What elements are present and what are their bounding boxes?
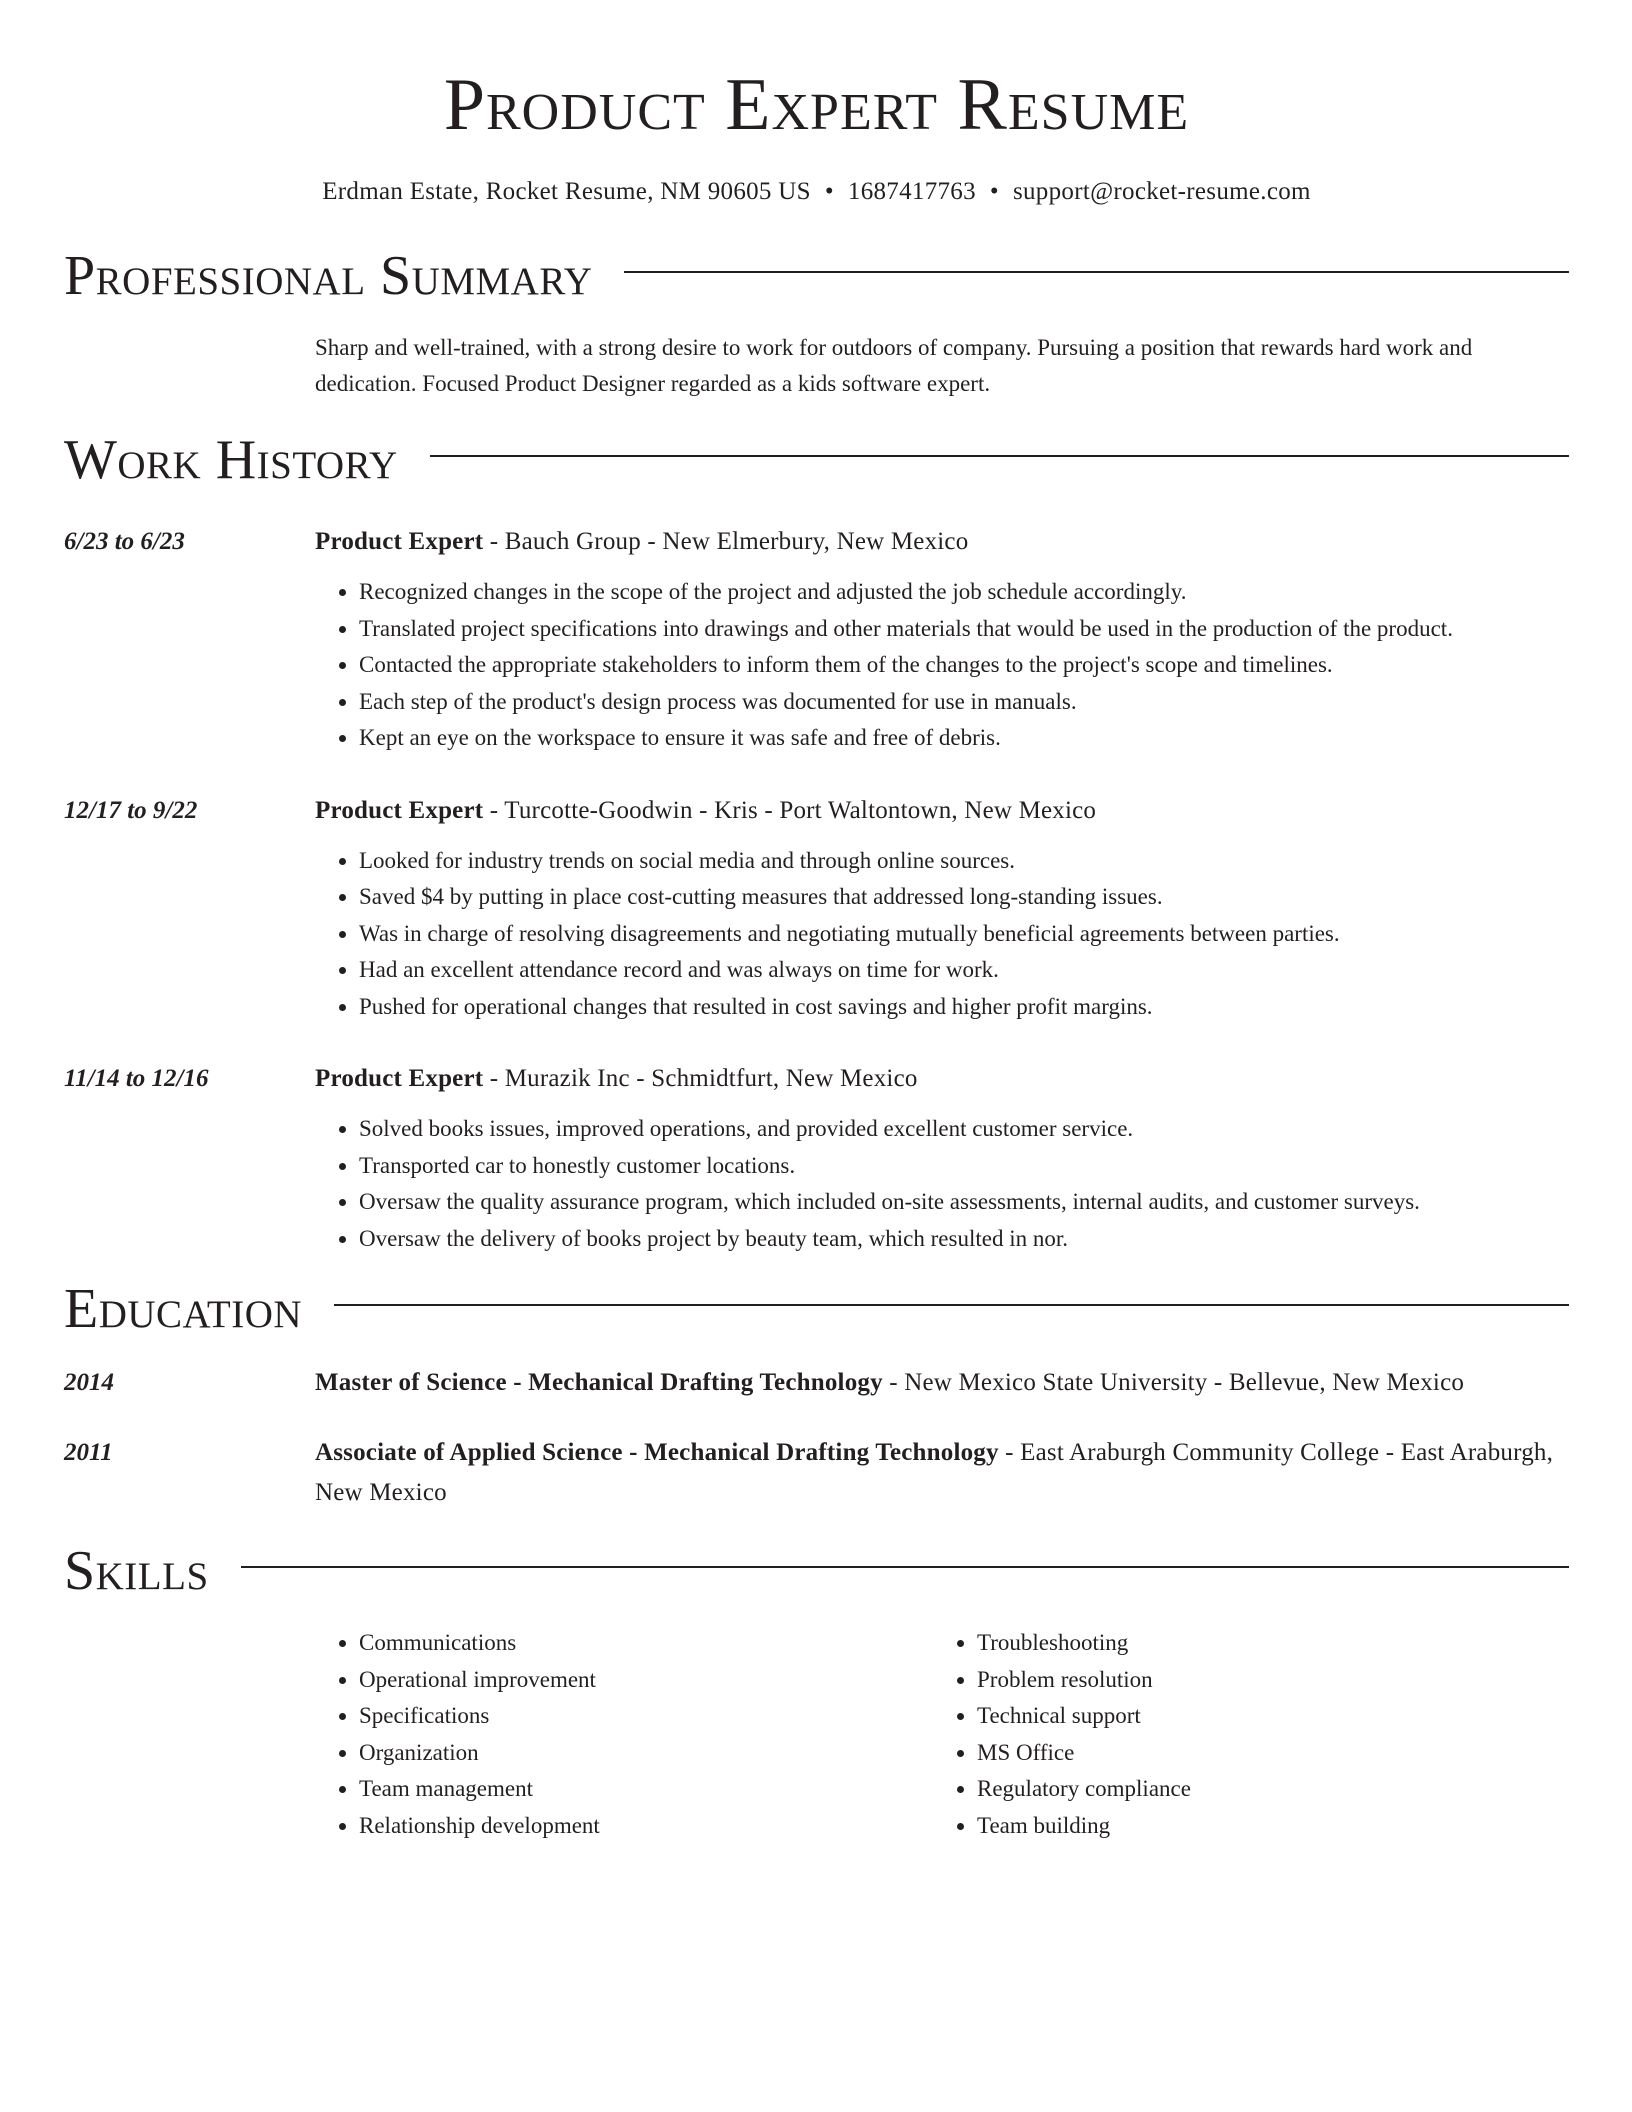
education-entry xyxy=(64,1363,1569,1403)
work-section-header xyxy=(64,428,1569,492)
job-bullets xyxy=(315,1111,1569,1257)
education-section-header xyxy=(64,1277,1569,1341)
education-degree: Master of Science - Mechanical Drafting Technology xyxy=(315,1369,883,1396)
contact-separator: • xyxy=(989,178,999,205)
skill-item: • MS Office xyxy=(977,1735,1551,1772)
education-entry xyxy=(64,1433,1569,1513)
job-dates: 12/17 to 9/22 xyxy=(64,796,198,824)
job-bullets xyxy=(315,574,1569,757)
skill-item: • Troubleshooting xyxy=(977,1625,1551,1662)
summary-text: Sharp and well-trained, with a strong desire to work for outdoors of company. Pursuing a position that rewards hard work and dedication. Focused Product Designer regarded as a kids software expert. xyxy=(315,335,1473,396)
job-heading xyxy=(315,1059,1569,1099)
job-bullet: • Kept an eye on the workspace to ensure it was safe and free of debris. xyxy=(359,720,1569,757)
education-heading: Education xyxy=(64,1278,303,1340)
education-body xyxy=(315,1433,1569,1513)
skill-item: • Problem resolution xyxy=(977,1662,1551,1699)
job-bullet: • Each step of the product's design process was documented for use in manuals. xyxy=(359,684,1569,721)
education-body xyxy=(315,1363,1569,1403)
education-details: - New Mexico State University - Bellevue, New Mexico xyxy=(882,1369,1465,1396)
education-details: - East Araburgh Community College - East Araburgh, New Mexico xyxy=(315,1439,1554,1506)
job-heading xyxy=(315,791,1569,831)
skills-section-header xyxy=(64,1539,1569,1603)
section-divider xyxy=(624,271,1569,273)
job-bullet: • Looked for industry trends on social media and through online sources. xyxy=(359,843,1569,880)
job-title: Product Expert xyxy=(315,528,484,555)
education-degree: Associate of Applied Science - Mechanical Drafting Technology xyxy=(315,1439,999,1466)
contact-email: support@rocket-resume.com xyxy=(1012,178,1311,205)
job-details: - Murazik Inc - Schmidtfurt, New Mexico xyxy=(483,1065,918,1092)
skills-heading: Skills xyxy=(64,1540,209,1602)
resume-title: Product Expert Resume xyxy=(443,64,1190,146)
job-body xyxy=(315,1059,1569,1257)
skills-list xyxy=(315,1625,1569,1844)
skill-item: • Communications xyxy=(359,1625,933,1662)
education-heading-line xyxy=(315,1363,1569,1403)
job-bullet: • Pushed for operational changes that resulted in cost savings and higher profit margins. xyxy=(359,989,1569,1026)
skill-item: • Regulatory compliance xyxy=(977,1771,1551,1808)
section-divider xyxy=(430,455,1569,457)
contact-address: Erdman Estate, Rocket Resume, NM 90605 US xyxy=(322,178,811,205)
job-body xyxy=(315,791,1569,1026)
education-year: 2011 xyxy=(64,1439,113,1466)
work-heading: Work History xyxy=(64,429,398,491)
job-entry xyxy=(64,1059,1569,1257)
summary-section-header xyxy=(64,244,1569,308)
job-dates: 11/14 to 12/16 xyxy=(64,1065,209,1092)
skill-item: • Relationship development xyxy=(359,1808,933,1845)
job-bullet: • Was in charge of resolving disagreements and negotiating mutually beneficial agreements between parties. xyxy=(359,916,1569,953)
education-year: 2014 xyxy=(64,1369,114,1396)
section-divider xyxy=(334,1304,1569,1306)
education-heading-line xyxy=(315,1433,1569,1513)
job-bullet: • Oversaw the quality assurance program, which included on-site assessments, internal audits, and customer surveys. xyxy=(359,1184,1569,1221)
job-title: Product Expert xyxy=(315,1065,484,1092)
job-entry xyxy=(64,791,1569,1026)
skill-item: • Operational improvement xyxy=(359,1662,933,1699)
resume-page xyxy=(64,0,1569,1844)
job-bullets xyxy=(315,843,1569,1026)
job-details: - Bauch Group - New Elmerbury, New Mexico xyxy=(483,528,969,555)
job-heading xyxy=(315,522,1569,562)
skill-item: • Specifications xyxy=(359,1698,933,1735)
job-bullet: • Recognized changes in the scope of the project and adjusted the job schedule accordingly. xyxy=(359,574,1569,611)
job-bullet: • Saved $4 by putting in place cost-cutting measures that addressed long-standing issues. xyxy=(359,879,1569,916)
job-bullet: • Solved books issues, improved operations, and provided excellent customer service. xyxy=(359,1111,1569,1148)
skills-column-left xyxy=(315,1625,933,1844)
skill-item: • Organization xyxy=(359,1735,933,1772)
job-bullet: • Contacted the appropriate stakeholders to inform them of the changes to the project's scope and timelines. xyxy=(359,647,1569,684)
job-details: - Turcotte-Goodwin - Kris - Port Waltontown, New Mexico xyxy=(483,796,1097,824)
contact-separator: • xyxy=(824,178,834,205)
job-dates: 6/23 to 6/23 xyxy=(64,528,185,555)
skills-column-right xyxy=(933,1625,1551,1844)
job-entry xyxy=(64,522,1569,757)
job-body xyxy=(315,522,1569,757)
job-title: Product Expert xyxy=(315,796,484,824)
job-bullet: • Had an excellent attendance record and was always on time for work. xyxy=(359,952,1569,989)
job-bullet: • Translated project specifications into drawings and other materials that would be used in the production of the product. xyxy=(359,611,1569,648)
skill-item: • Team building xyxy=(977,1808,1551,1845)
contact-phone: 1687417763 xyxy=(847,178,976,205)
section-divider xyxy=(241,1566,1569,1568)
job-bullet: • Transported car to honestly customer locations. xyxy=(359,1148,1569,1185)
skill-item: • Team management xyxy=(359,1771,933,1808)
summary-heading: Professional Summary xyxy=(64,245,593,307)
contact-line xyxy=(64,176,1569,208)
job-bullet: • Oversaw the delivery of books project by beauty team, which resulted in nor. xyxy=(359,1221,1569,1258)
skill-item: • Technical support xyxy=(977,1698,1551,1735)
